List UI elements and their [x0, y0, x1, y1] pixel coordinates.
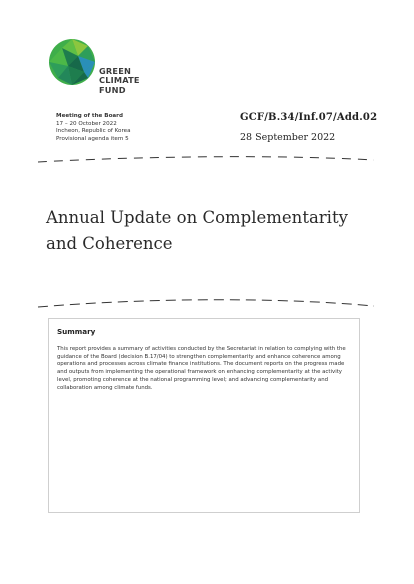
- bottom-divider: [36, 294, 376, 306]
- logo-line-2: CLIMATE: [99, 75, 140, 86]
- logo-wordmark: [99, 67, 140, 95]
- document-date: 28 September 2022: [240, 132, 336, 143]
- document-code: GCF/B.34/Inf.07/Add.02: [240, 112, 378, 123]
- green-climate-fund-logo: [48, 38, 198, 100]
- document-identifier: [240, 112, 377, 143]
- document-title: [46, 205, 366, 257]
- logo-line-1: GREEN: [99, 66, 132, 76]
- summary-box: [48, 318, 360, 513]
- meeting-dates: 17 – 20 October 2022: [56, 120, 117, 127]
- agenda-item: Provisional agenda item 5: [56, 135, 129, 142]
- summary-heading: Summary: [57, 327, 96, 336]
- meeting-title: Meeting of the Board: [56, 113, 123, 119]
- meeting-info: [56, 113, 206, 143]
- meeting-location: Incheon, Republic of Korea: [56, 128, 131, 135]
- logo-line-3: FUND: [99, 84, 126, 95]
- top-divider: [36, 150, 376, 162]
- title-line-1: Annual Update on Complementarity: [46, 208, 348, 227]
- globe-logo-icon: [48, 38, 96, 86]
- summary-body: This report provides a summary of activities conducted by the Secretariat in relation to complying with the guidance of the Board (decision B.17/04) to strengthen complementarity and enhance coherence among operations and processes across climate finance institutions. The document reports on the progress made and outputs from implementing the operational framework on enhancing complementarity at the activity level, promoting coherence at the national programming level; and advancing complementarity and collaboration among climate funds.: [57, 346, 346, 391]
- title-line-2: and Coherence: [46, 234, 173, 253]
